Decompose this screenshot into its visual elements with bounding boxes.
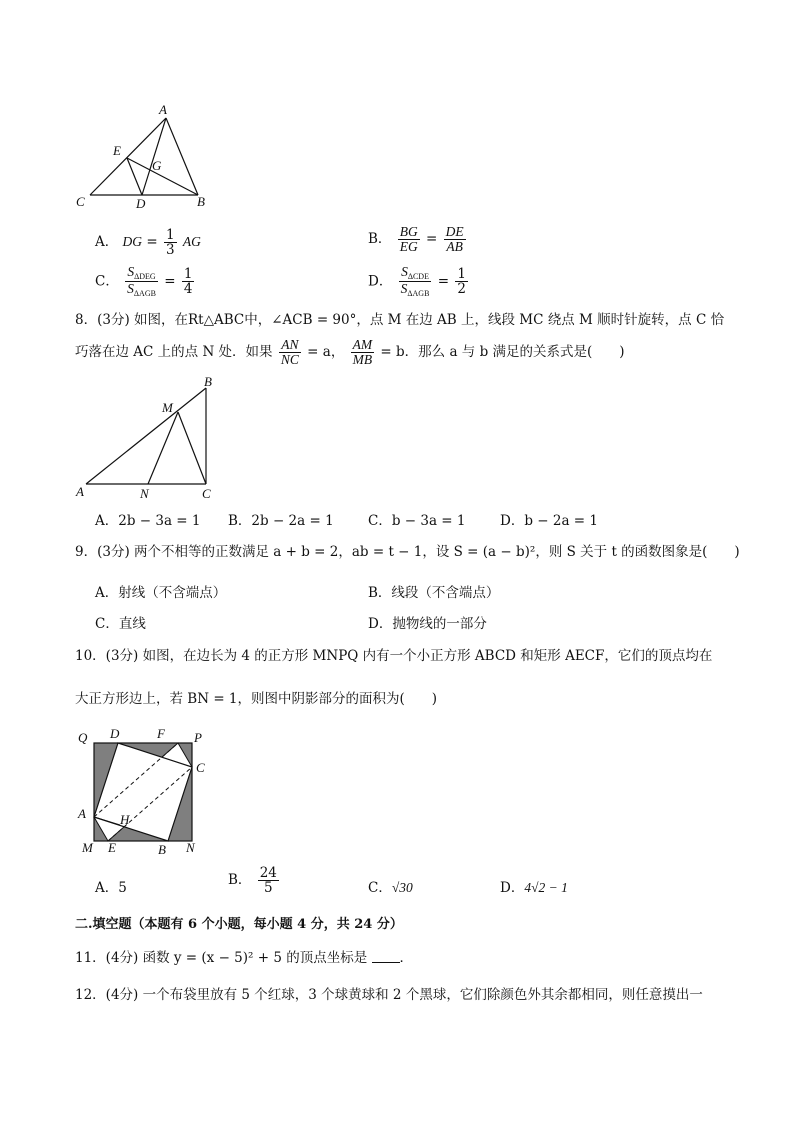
q10-label-P: P bbox=[194, 730, 202, 745]
q8-label-C: C bbox=[202, 486, 211, 501]
q7-label-D: D bbox=[136, 196, 146, 211]
q8-stem-line2: 巧落在边 AC 上的点 N 处．如果 $\frac{AN}{NC}$ = a， $\frac{AM}{MB}$ = b．那么 a 与 b 满足的关系式是( ) bbox=[75, 337, 625, 368]
q10-label-E: E bbox=[108, 840, 116, 855]
q8-label-N: N bbox=[140, 486, 149, 501]
q10-label-C: C bbox=[196, 760, 205, 775]
section-heading: 二.填空题（本题有 6 个小题，每小题 4 分，共 24 分） bbox=[75, 917, 403, 932]
q7-label-C: C bbox=[76, 194, 85, 209]
q10-option-c[interactable]: C．√30 bbox=[368, 880, 413, 896]
q8-option-b[interactable]: B．2b − 2a = 1 bbox=[228, 513, 334, 529]
fraction: $\frac{1}{2}$ bbox=[457, 266, 466, 298]
q10-label-F: F bbox=[157, 726, 165, 741]
q10-label-Q: Q bbox=[78, 730, 88, 745]
q7-label-G: G bbox=[152, 158, 162, 173]
q8-label-A: A bbox=[76, 484, 84, 499]
q10-figure bbox=[74, 726, 214, 858]
q10-label-D: D bbox=[110, 726, 120, 741]
q7-label-A: A bbox=[159, 102, 167, 117]
q8-label-M: M bbox=[162, 400, 173, 415]
q8-stem-line1: 8．(3分) 如图，在Rt△ABC中，∠ACB = 90°，点 M 在边 AB 上，线段 MC 绕点 M 顺时针旋转，点 C 恰 bbox=[75, 312, 725, 328]
q9-option-a[interactable]: A．射线（不含端点） bbox=[95, 585, 227, 601]
q7-figure bbox=[70, 100, 220, 215]
q8-option-a[interactable]: A．2b − 3a = 1 bbox=[95, 513, 201, 529]
q10-stem-line2: 大正方形边上，若 BN = 1，则图中阴影部分的面积为( ) bbox=[75, 691, 438, 707]
fraction: $\frac{1}{4}$ bbox=[183, 266, 193, 298]
q10-label-N: N bbox=[186, 840, 195, 855]
fraction: $\frac{S_{\Delta DEG}}{S_{\Delta AGB}}$ bbox=[127, 264, 156, 299]
q8-option-c[interactable]: C．b − 3a = 1 bbox=[368, 513, 466, 529]
q10-option-d[interactable]: D．4√2 − 1 bbox=[500, 880, 568, 896]
q10-label-A: A bbox=[78, 806, 86, 821]
q9-stem: 9．(3分) 两个不相等的正数满足 a + b = 2，ab = t − 1，设 S = (a − b)²，则 S 关于 t 的函数图象是( ) bbox=[75, 544, 740, 560]
q10-label-B: B bbox=[158, 842, 166, 857]
q7-option-d[interactable]: D． $\frac{S_{\Delta CDE}}{S_{\Delta AGB}}$ = $\frac{1}{2}$ bbox=[368, 264, 466, 299]
fraction: $\frac{S_{\Delta CDE}}{S_{\Delta AGB}}$ bbox=[400, 264, 430, 299]
q9-option-b[interactable]: B．线段（不含端点） bbox=[368, 585, 500, 601]
q7-option-b[interactable]: B． $\frac{BG}{EG}$ = $\frac{DE}{AB}$ bbox=[368, 224, 464, 255]
q10-option-a[interactable]: A．5 bbox=[95, 880, 127, 896]
answer-blank[interactable] bbox=[372, 951, 400, 963]
q8-figure bbox=[72, 374, 232, 504]
q10-stem-line1: 10．(3分) 如图，在边长为 4 的正方形 MNPQ 内有一个小正方形 ABCD 和矩形 AECF，它们的顶点均在 bbox=[75, 648, 713, 664]
q10-label-H: H bbox=[120, 812, 130, 827]
q10-option-b[interactable]: B． $\frac{24}{5}$ bbox=[228, 865, 277, 897]
fraction: $\frac{1}{3}$ bbox=[165, 227, 175, 259]
q7-label-B: B bbox=[197, 194, 205, 209]
fraction: $\frac{BG}{EG}$ bbox=[399, 224, 418, 255]
q9-option-c[interactable]: C．直线 bbox=[95, 616, 146, 632]
q7-option-c[interactable]: C． $\frac{S_{\Delta DEG}}{S_{\Delta AGB}}$ = $\frac{1}{4}$ bbox=[95, 264, 193, 299]
q8-option-d[interactable]: D．b − 2a = 1 bbox=[500, 513, 598, 529]
q7-label-E: E bbox=[113, 143, 121, 158]
q9-option-d[interactable]: D．抛物线的一部分 bbox=[368, 616, 487, 632]
q7-option-a[interactable]: A． DG = $\frac{1}{3}$ AG bbox=[95, 227, 201, 259]
q10-label-M: M bbox=[82, 840, 93, 855]
q8-label-B: B bbox=[204, 374, 212, 389]
q11-stem: 11．(4分) 函数 y = (x − 5)² + 5 的顶点坐标是 ． bbox=[75, 950, 414, 966]
fraction: $\frac{DE}{AB}$ bbox=[445, 224, 464, 255]
q12-stem: 12．(4分) 一个布袋里放有 5 个红球，3 个球黄球和 2 个黑球，它们除颜色外其余都相同，则任意摸出一 bbox=[75, 987, 703, 1003]
